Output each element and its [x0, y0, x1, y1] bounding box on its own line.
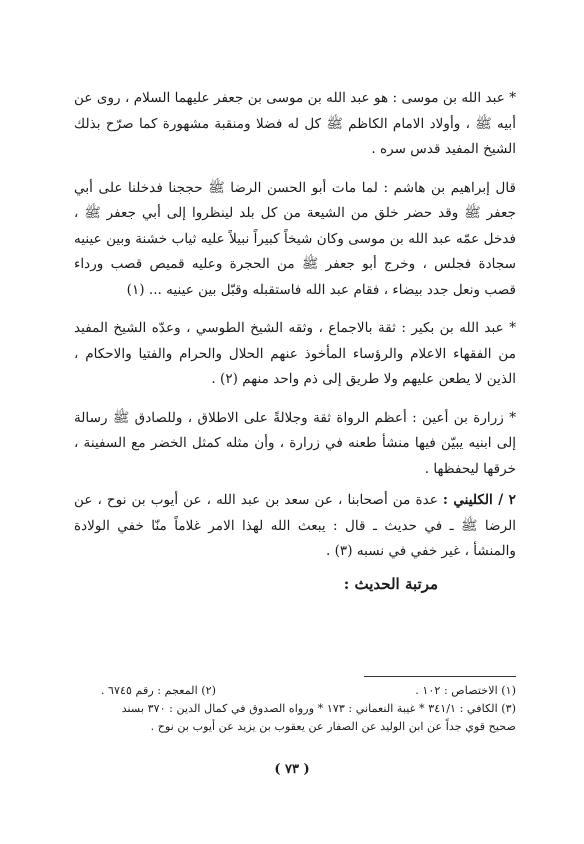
footnote-3-line-2: صحيح قوي جداً عن ابن الوليد عن الصفار عن يعقوب بن يزيد عن أيوب بن نوح .	[150, 720, 516, 733]
paragraph-abdullah-bin-bukayr: * عبد الله بن بكير : ثقة بالاجماع ، وثقه الشيخ الطوسي ، وعدّه الشيخ المفيد من الفقهاء الاعلام والرؤساء المأخوذ عنهم الحلال والحرام والفتيا والاحكام ، الذين لا يطعن عليهم ولا طريق إلى ذم واحد منهم (٢) .	[74, 320, 516, 387]
footnote-separator	[364, 676, 516, 677]
main-text	[74, 86, 516, 597]
hadith-text: عدة من أصحابنا ، عن سعد بن عبد الله ، عن أيوب بن نوح ، عن الرضا ﷺ ـ في حديث ـ قال : يبعث الله لهذا الامر غلاماً منّا خفي الولادة والمنشأ ، غير خفي في نسبه (٣) .	[74, 492, 516, 559]
paragraph-zurara: * زرارة بن أعين : أعظم الرواة ثقة وجلالةً على الاطلاق ، وللصادق ﷺ رسالة إلى ابنيه يبيّن فيها منشأ طعنه في زرارة ، وأن مثله كمثل الخضر مع السفينة ، خرقها ليحفظها .	[74, 409, 516, 477]
footnote-row-1	[70, 682, 516, 700]
paragraph-hadith-2	[74, 488, 516, 565]
hadith-number: ٢ / الكليني :	[442, 492, 516, 508]
page-number: ( ٧٣ )	[274, 762, 310, 777]
footnote-2: (٢) المعجم : رقم ٦٧٤٥ .	[100, 684, 216, 697]
section-heading: مرتبة الحديث :	[343, 574, 438, 593]
paragraph-abdullah-bin-musa: * عبد الله بن موسى : هو عبد الله بن موسى بن جعفر عليهما السلام ، روى عن أبيه ﷺ ، وأولاد الامام الكاظم ﷺ كل له فضلا ومنقبة مشهورة كما صرّح بذلك الشيخ المفيد قدس سره .	[74, 90, 516, 157]
footnote-3-line-1: (٣) الكافي : ٣٤١/١ * غيبة النعماني : ١٧٣ * ورواه الصدوق في كمال الدين : ٣٧٠ بسند	[121, 702, 516, 715]
footnotes	[70, 682, 516, 736]
footnote-1: (١) الاختصاص : ١٠٢ .	[415, 684, 516, 697]
paragraph-ibrahim-bin-hashim: قال إبراهيم بن هاشم : لما مات أبو الحسن الرضا ﷺ حججنا فدخلنا على أبي جعفر ﷺ وقد حضر خلق من الشيعة من كل بلد لينظروا إلى أبي جعفر ﷺ ، فدخل عمّه عبد الله بن موسى وكان شيخاً كبيراً نبيلاً عليه ثياب خشنة وبين عينيه سجادة فجلس ، وخرج أبو جعفر ﷺ من الحجرة وعليه قميص قصب ورداء قصب ونعل جدد بيضاء ، فقام عبد الله فاستقبله وقبّل بين عينيه ... (١)	[74, 179, 516, 298]
